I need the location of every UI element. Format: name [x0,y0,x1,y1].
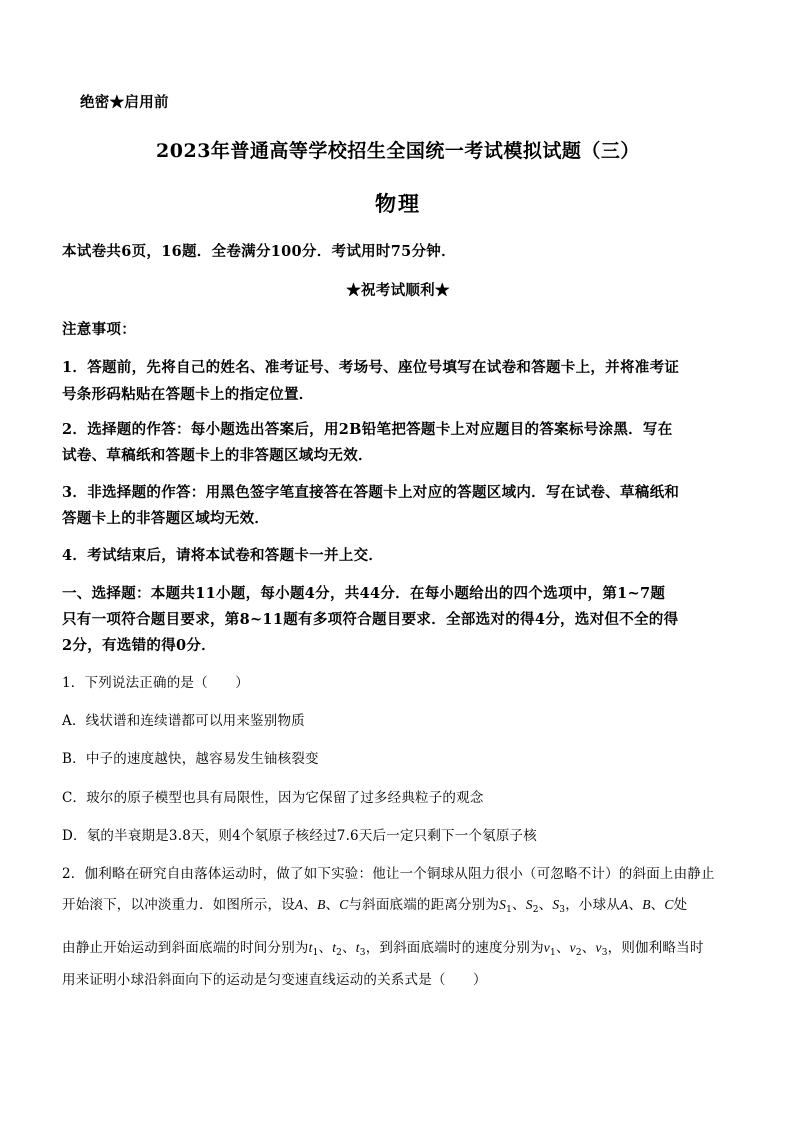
question-1-option-a: A．线状谱和连续谱都可以用来鉴别物质 [62,713,305,729]
question-1-stem: 1．下列说法正确的是（ ） [62,675,249,691]
notice-item-4: 4．考试结束后，请将本试卷和答题卡一并上交． [62,547,384,564]
question-2-line-2: 开始滚下，以冲淡重力．如图所示，设A、B、C与斜面底端的距离分别为$S_1$、$S_2$、$S_3$，小球从A、B、C处 [62,897,688,915]
question-1-option-c: C．玻尔的原子模型也具有局限性，因为它保留了过多经典粒子的观念 [62,790,484,806]
good-luck-wish: ★祝考试顺利★ [346,282,450,299]
page-title: 2023年普通高等学校招生全国统一考试模拟试题（三） [156,140,640,162]
secret-mark: 绝密★启用前 [80,94,169,111]
exam-info: 本试卷共6页，16题．全卷满分100分．考试用时75分钟． [62,243,456,260]
question-1-option-b: B．中子的速度越快，越容易发生铀核裂变 [62,751,319,767]
subject-title: 物理 [375,191,421,216]
question-2-line-3: 由静止开始运动到斜面底端的时间分别为$t_1$、$t_2$、$t_3$，到斜面底端时的速度分别为$v_1$、$v_2$、$v_3$，则伽利略当时 [62,940,704,958]
question-1-option-d: D．氡的半衰期是3.8天，则4个氡原子核经过7.6天后一定只剩下一个氡原子核 [62,828,537,844]
question-2-line-1: 2．伽利略在研究自由落体运动时，做了如下实验：他让一个铜球从阻力很小（可忽略不计）的斜面上由静止 [62,866,715,882]
question-2-line-4: 用来证明小球沿斜面向下的运动是匀变速直线运动的关系式是（ ） [62,972,487,988]
notice-heading: 注意事项： [62,321,136,338]
